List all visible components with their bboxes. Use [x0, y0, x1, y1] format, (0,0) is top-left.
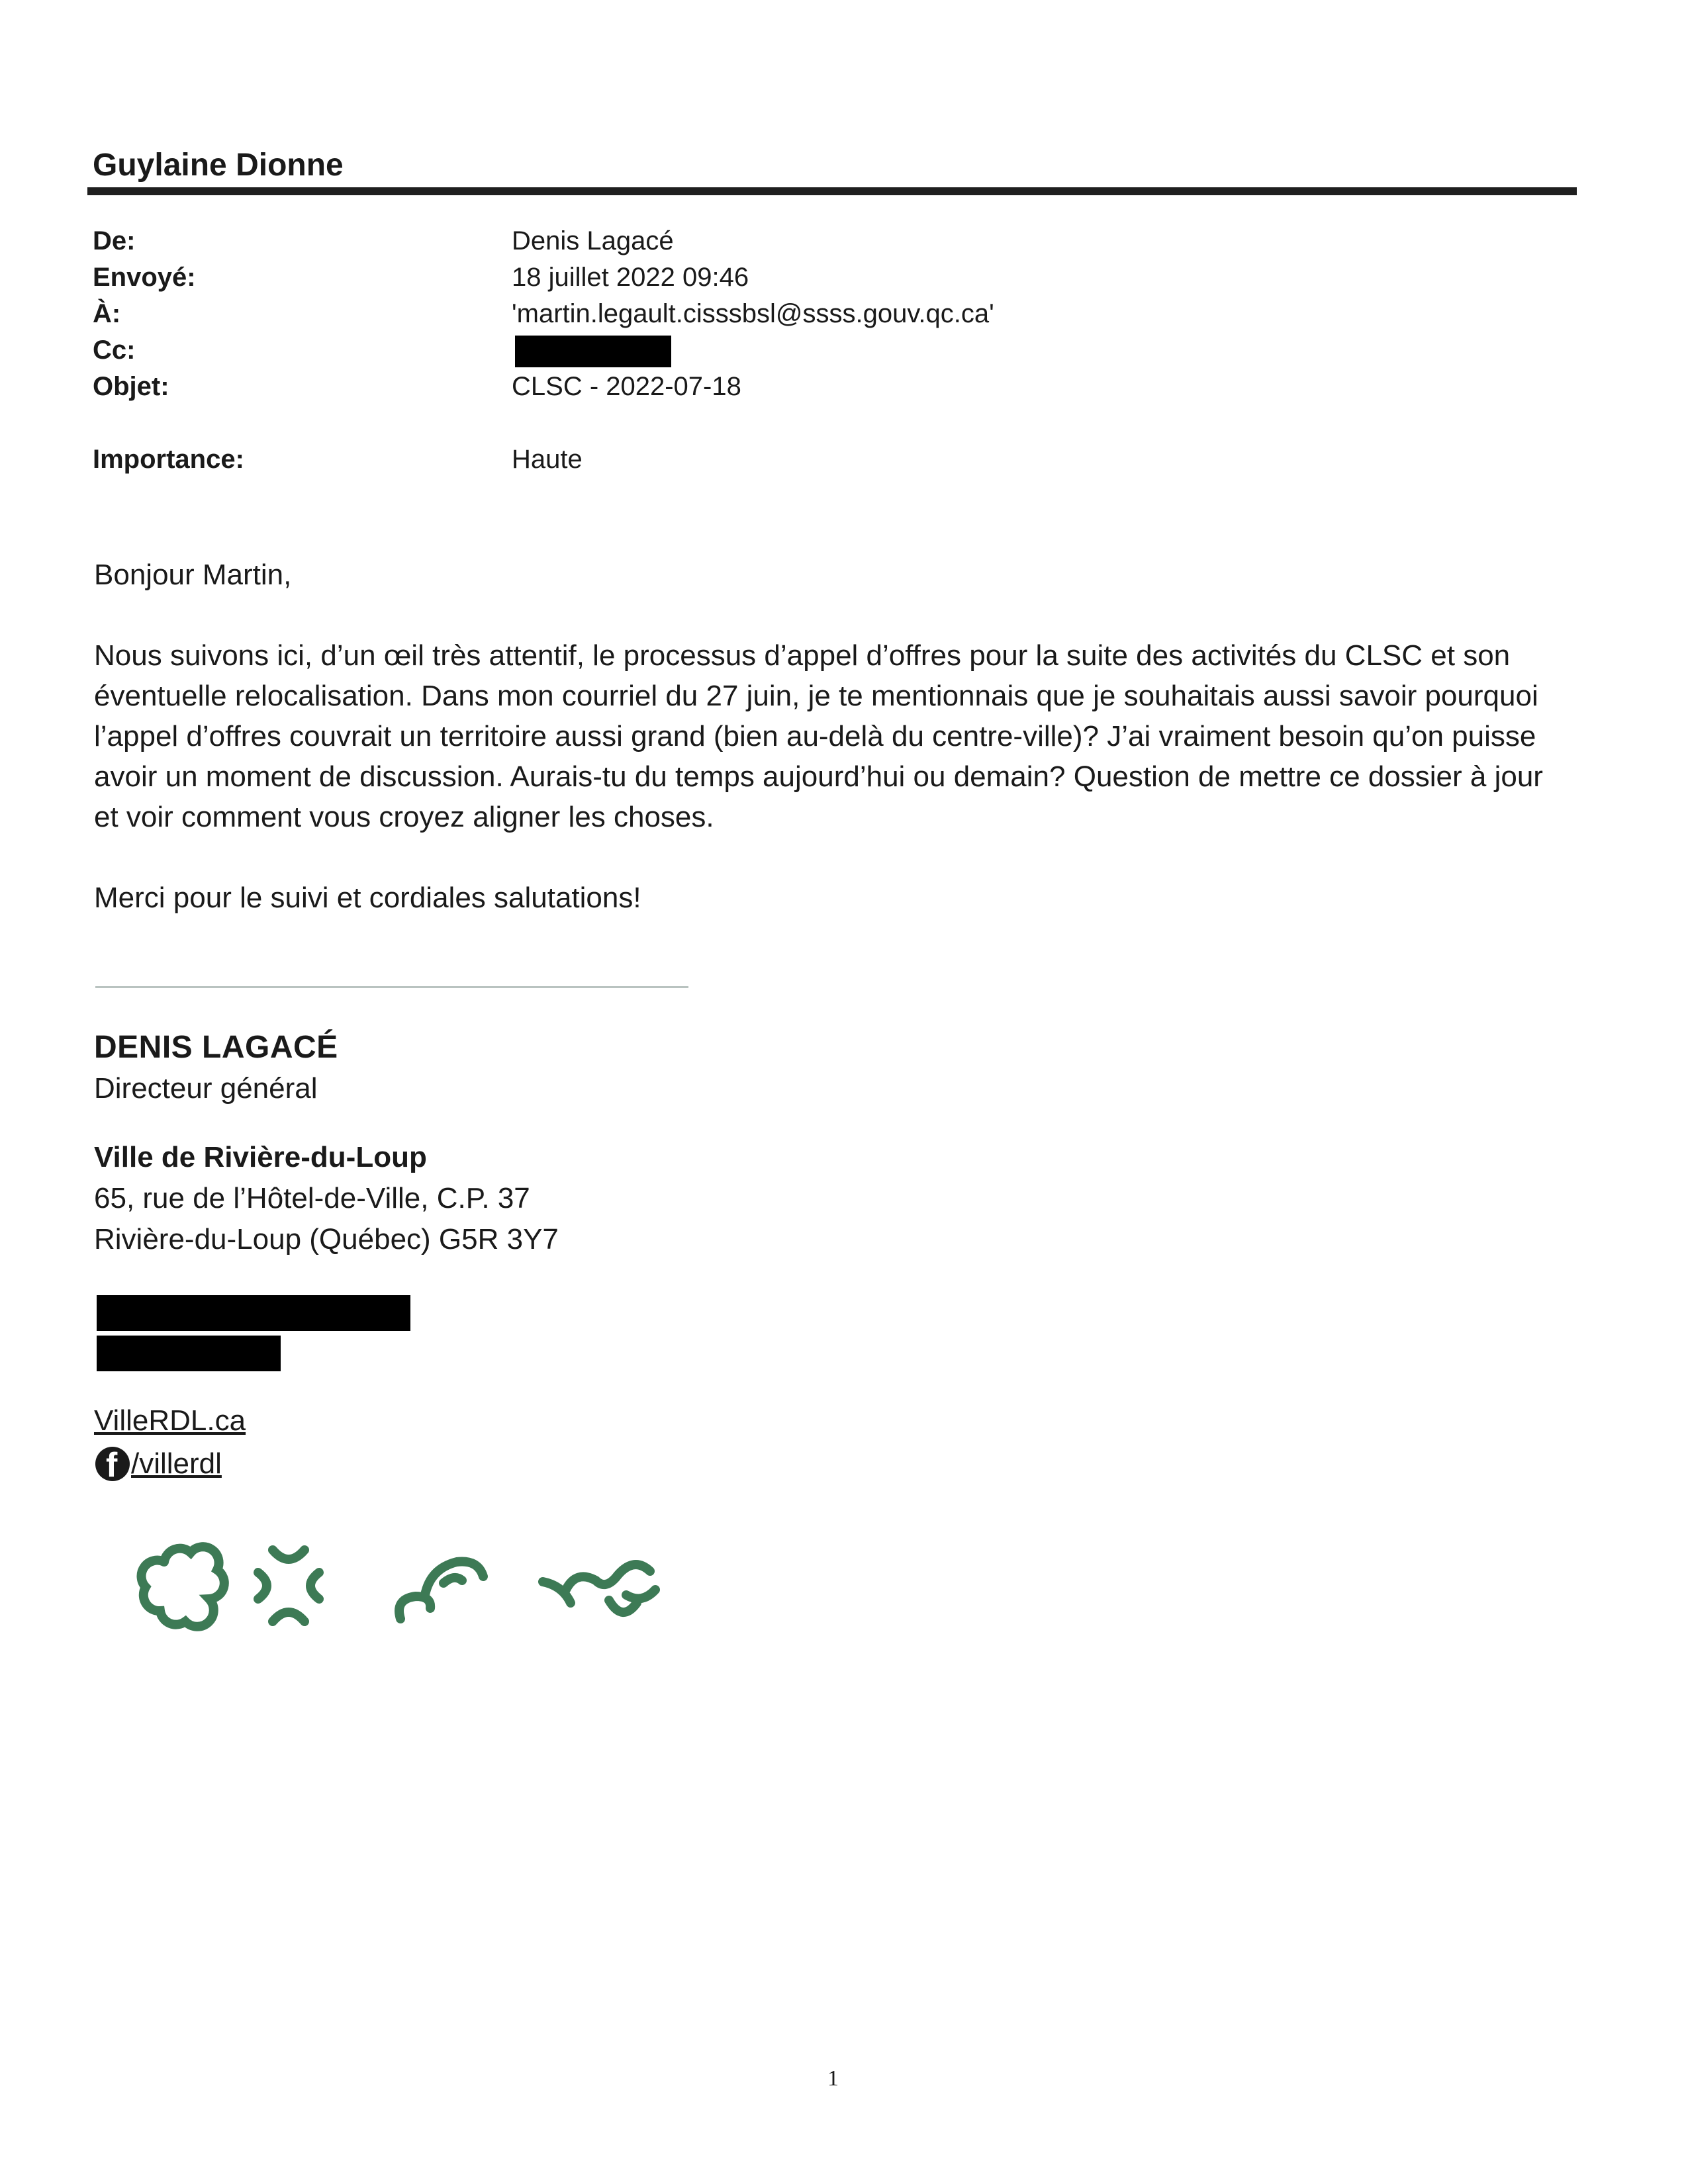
greeting: Bonjour Martin, — [94, 559, 292, 591]
sent-row — [93, 263, 1549, 299]
subject-label: Objet: — [93, 372, 169, 401]
to-label: À: — [93, 299, 121, 328]
logo-mark-4 — [566, 1565, 650, 1590]
facebook-row — [95, 1444, 222, 1484]
to-row — [93, 299, 1549, 336]
page-number: 1 — [827, 2066, 839, 2091]
logo-mark-3 — [399, 1596, 430, 1619]
subject-row — [93, 372, 1549, 408]
signature-address-line1: 65, rue de l’Hôtel-de-Ville, C.P. 37 — [94, 1182, 530, 1214]
cc-label: Cc: — [93, 336, 136, 365]
email-header-fields — [93, 226, 1549, 481]
redaction-block — [97, 1336, 281, 1371]
ville-rdl-logo-icon — [99, 1516, 695, 1648]
from-label: De: — [93, 226, 136, 255]
facebook-link[interactable]: /villerdl — [131, 1447, 222, 1480]
email-signature — [94, 1027, 559, 1260]
sent-label: Envoyé: — [93, 263, 196, 292]
cc-redaction-block — [515, 336, 671, 367]
importance-value: Haute — [512, 445, 583, 474]
cc-row — [93, 336, 1549, 372]
header-divider — [87, 187, 1577, 195]
importance-label: Importance: — [93, 445, 244, 474]
mailbox-owner-name: Guylaine Dionne — [93, 148, 344, 183]
sent-value: 18 juillet 2022 09:46 — [512, 263, 749, 292]
signature-title: Directeur général — [94, 1072, 318, 1105]
signature-address-line2: Rivière-du-Loup (Québec) G5R 3Y7 — [94, 1223, 559, 1255]
logo-mark-2 — [273, 1550, 305, 1559]
signature-divider — [95, 986, 688, 988]
from-row — [93, 226, 1549, 263]
importance-row — [93, 445, 1549, 481]
to-value: 'martin.legault.cisssbsl@ssss.gouv.qc.ca' — [512, 299, 994, 328]
website-link[interactable]: VilleRDL.ca — [94, 1404, 246, 1437]
signature-name: DENIS LAGACÉ — [94, 1030, 338, 1065]
redaction-block — [97, 1295, 410, 1331]
email-body — [94, 555, 1570, 958]
subject-value: CLSC - 2022-07-18 — [512, 372, 741, 401]
logo-mark-1 — [142, 1547, 224, 1627]
from-value: Denis Lagacé — [512, 226, 674, 255]
closing: Merci pour le suivi et cordiales salutations! — [94, 882, 641, 914]
facebook-icon — [95, 1447, 130, 1481]
body-paragraph: Nous suivons ici, d’un œil très attentif, le processus d’appel d’offres pour la suite des activités du CLSC et son éventuelle relocalisation. Dans mon courriel du 27 juin, je te mentionnais que je souhaitais aussi savoir pourquoi l’appel d’offres couvrait un territoire aussi grand (bien au-delà du centre-ville)? J’ai vraiment besoin qu’on puisse avoir un moment de discussion. Aurais-tu du temps aujourd’hui ou demain? Question de mettre ce dossier à jour et voir comment vous croyez aligner les choses. — [94, 639, 1543, 833]
signature-organization: Ville de Rivière-du-Loup — [94, 1141, 427, 1173]
